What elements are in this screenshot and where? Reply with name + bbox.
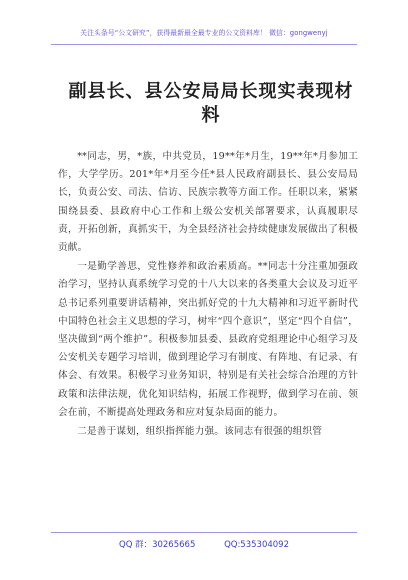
header-divider bbox=[51, 44, 357, 45]
footer-contact bbox=[0, 538, 408, 550]
body-paragraph-2: 二是善于谋划，组织指挥能力强。该同志有很强的组织管 bbox=[77, 426, 323, 438]
footer-qq-group: QQ 群：30265665 bbox=[119, 540, 196, 550]
header-promo-text: 关注头条号“公文研究”，获得最新最全最专业的公文资料库！ 微信：gongwenyj bbox=[80, 29, 328, 37]
footer-qq-contact: QQ:535304092 bbox=[224, 540, 289, 550]
body-paragraph-intro: **同志，男，*族，中共党员，19**年*月生，19**年*月参加工作，大学学历。201*年*月至今任*县人民政府副县长、县公安局局长，负责公安、司法、信访、民族宗教等方面工作。任职以来，紧紧围绕县委、县政府中心工作和上级公安机关部署要求，认真履职尽责，开拓创新，真抓实干，为全县经济社会持续健康发展做出了积极贡献。 bbox=[58, 151, 358, 254]
body-paragraph-1: 一是勤学善思，党性修养和政治素质高。**同志十分注重加强政治学习，坚持认真系统学习党的十八大以来的各类重大会议及习近平总书记系列重要讲话精神，突出抓好党的十九大精神和习近平新时代中国特色社会主义思想的学习，树牢“四个意识”，坚定“四个自信”，坚决做到“两个维护”。积极参加县委、县政府党组理论中心组学习及公安机关专题学习培训，做到理论学习有制度、有阵地、有记录、有体会、有效果。积极学习业务知识，特别是有关社会综合治理的方针政策和法律法规，优化知识结构，拓展工作视野，做到学习在前、领会在前，不断提高处理政务和应对复杂局面的能力。 bbox=[58, 261, 358, 418]
document-title: 副县长、县公安局局长现实表现材料 bbox=[68, 81, 354, 126]
footer-divider bbox=[51, 532, 357, 533]
document-body bbox=[58, 148, 358, 442]
